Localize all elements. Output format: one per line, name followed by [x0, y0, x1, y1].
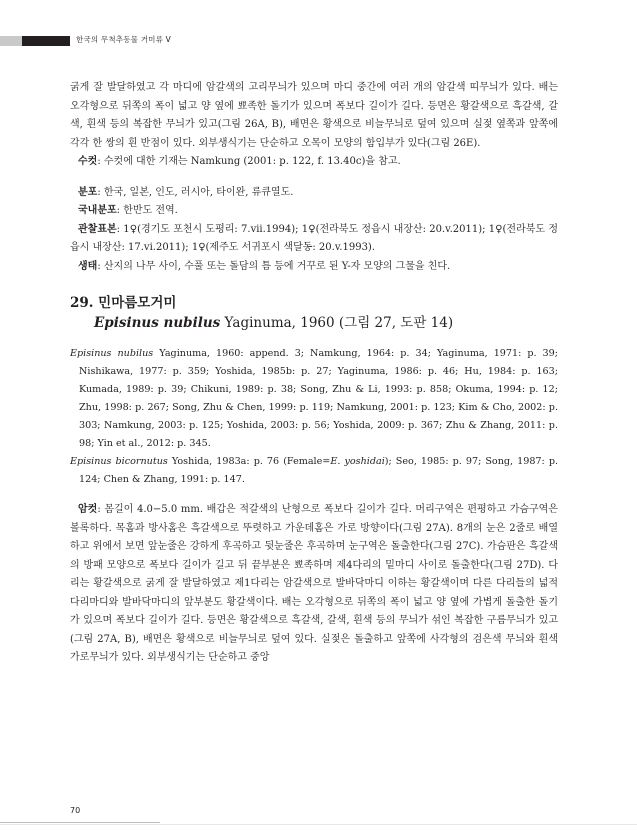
synonym-text: Yoshida, 1983a: p. 76 (Female=	[167, 456, 331, 467]
species-heading: 29. 민마름모거미	[70, 295, 177, 311]
specimens-paragraph	[70, 221, 558, 258]
distribution-label: 분포	[78, 186, 98, 198]
page-body	[70, 79, 558, 668]
synonym-name: Episinus bicornutus	[70, 456, 168, 467]
male-paragraph	[70, 153, 558, 172]
female-text: : 몸길이 4.0−5.0 mm. 배갑은 적갈색의 난형으로 폭보다 길이가 길다. 머리구역은 편평하고 가슴구역은 볼록하다. 목홈과 방사홈은 흑갈색으로 뚜렷하고 가운데홈은 가로 방향이다(그림 27A). 8개의 눈은 2줄로 배열하고 위에서 보면 앞눈줄은 강하게 후곡하고 뒷눈줄은 후곡하며 눈구역은 돌출한다(그림 27C). 가슴판은 흑갈색의 방패 모양으로 폭보다 길이가 길고 뒤 끝부분은 뾰족하며 제4다리의 밑마디 사이로 돌출한다(그림 27D). 다리는 황갈색으로 굵게 잘 발달하였고 제1다리는 암갈색으로 발바닥마디 이하는 황갈색이며 다른 다리들의 넓적다리마디와 발바닥마디의 앞부분도 황갈색이다. 배는 오각형으로 뒤쪽의 폭이 넓고 양 옆에 가볍게 돌출한 돌기가 있으며 폭보다 길이가 길다. 등면은 황갈색으로 흑갈색, 갈색, 흰색 등의 무늬가 섞인 복잡한 구름무늬가 있고(그림 27A, B), 배면은 황색으로 비늘무늬로 덮여 있다. 실젖은 돌출하고 앞쪽에 사각형의 검은색 무늬와 흰색 가로무늬가 있다. 외부생식기는 단순하고 중앙	[70, 504, 558, 663]
synonym-italic-name: E. yoshidai	[330, 456, 385, 467]
synonym-list	[70, 345, 558, 489]
specimens-text: : 1♀(경기도 포천시 도평리: 7.vii.1994); 1♀(전라북도 정읍시 내장산: 20.v.2011); 1♀(전라북도 정읍시 내장산: 17.vi.2011); 1♀(제주도 서귀포시 색달동: 20.v.1993).	[70, 223, 558, 253]
distribution-text: : 한국, 일본, 인도, 러시아, 타이완, 류큐열도.	[97, 186, 294, 198]
synonym-text: Yaginuma, 1960: append. 3; Namkung, 1964: p. 34; Yaginuma, 1971: p. 39; Nishikawa, 1977: p. 359; Yoshida, 1985b: p. 27; Yaginuma, 1986: p. 46; Hu, 1984: p. 163; Kumada, 1989: p. 39; Chikuni, 1989: p. 38; Song, Zhu & Li, 1993: p. 858; Okuma, 1994: p. 12; Zhu, 1998: p. 267; Song, Zhu & Chen, 1999: p. 119; Namkung, 2001: p. 123; Kim & Cho, 2002: p. 303; Namkung, 2003: p. 125; Yoshida, 2003: p. 56; Yoshida, 2009: p. 367; Zhu & Zhang, 2011: p. 98; Yin et al., 2012: p. 345.	[79, 348, 558, 449]
female-paragraph	[70, 501, 558, 668]
ecology-label: 생태	[78, 260, 98, 272]
synonym-text: ); Seo, 1985: p. 97; Song, 1987: p. 124; Chen & Zhang, 1991: p. 147.	[79, 456, 559, 485]
species-sci-name: Episinus nubilus	[94, 315, 221, 331]
species-author: Yaginuma, 1960 (그림 27, 도판 14)	[220, 315, 454, 331]
synonym-name: Episinus nubilus	[70, 348, 154, 359]
male-text: : 수컷에 대한 기재는 Namkung (2001: p. 122, f. 13.40c)을 참고.	[97, 156, 401, 167]
header-bar-dark	[22, 36, 70, 46]
synonym-entry	[70, 453, 558, 489]
ecology-paragraph	[70, 258, 558, 277]
domestic-paragraph	[70, 202, 558, 221]
footer-rule	[0, 822, 160, 823]
domestic-label: 국내분포	[78, 205, 117, 216]
footer-rule-light	[0, 824, 637, 825]
ecology-text: : 산지의 나무 사이, 수풀 또는 돌담의 틈 등에 거꾸로 된 Y-자 모양의 그물을 친다.	[97, 260, 451, 272]
specimens-label: 관찰표본	[78, 223, 117, 235]
species-scientific-name	[94, 313, 558, 333]
header-bar-light	[0, 36, 22, 46]
running-title: 한국의 무척추동물 거미류 V	[76, 35, 171, 44]
male-label: 수컷	[78, 156, 98, 167]
distribution-paragraph	[70, 184, 558, 203]
continuation-paragraph: 굵게 잘 발달하였고 각 마디에 암갈색의 고리무늬가 있으며 마디 중간에 여러 개의 암갈색 띠무늬가 있다. 배는 오각형으로 뒤쪽의 폭이 넓고 양 옆에 뾰족한 돌기가 있으며 폭보다 길이가 길다. 등면은 황갈색으로 흑갈색, 갈색, 흰색 등의 복잡한 무늬가 있고(그림 26A, B), 배면은 황색으로 비늘무늬로 덮여 있으며 실젖 옆쪽과 앞쪽에 각각 한 쌍의 흰 반점이 있다. 외부생식기는 단순하고 오목이 모양의 함입부가 있다(그림 26E).	[70, 82, 558, 149]
synonym-entry	[70, 345, 558, 453]
female-label: 암컷	[78, 504, 98, 515]
page-number: 70	[70, 806, 81, 815]
domestic-text: : 한반도 전역.	[116, 205, 178, 216]
